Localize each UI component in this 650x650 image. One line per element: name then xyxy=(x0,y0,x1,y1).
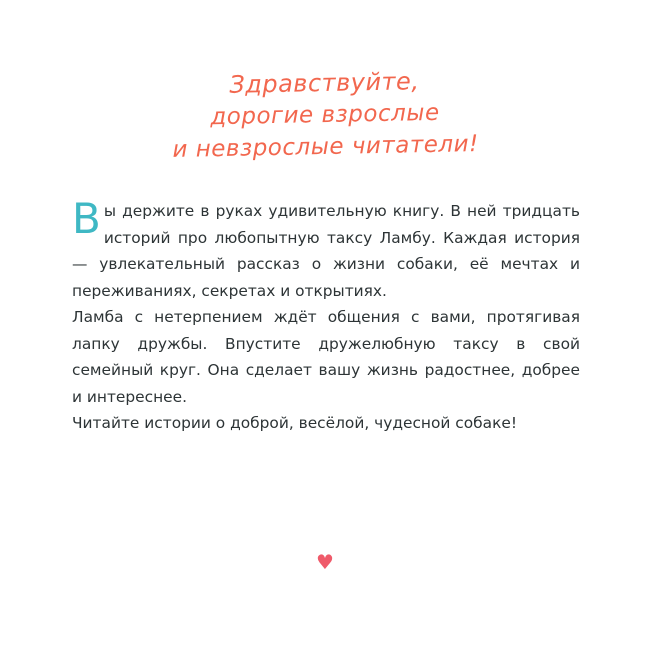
paragraph-1 xyxy=(72,194,580,304)
heading-line-1: Здравствуйте, xyxy=(229,67,420,99)
body-text xyxy=(72,194,580,437)
heading-line-2: дорогие взрослые xyxy=(210,99,440,131)
drop-cap: В xyxy=(72,194,101,243)
heart-ornament: ♥ xyxy=(316,550,334,574)
paragraph-3: Читайте истории о доброй, весёлой, чудесной собаке! xyxy=(72,414,518,432)
paragraph-1-text: ы держите в руках удивительную книгу. В ней тридцать историй про любопытную таксу Ламбу. Каждая история — увлекательный рассказ о жизни собаки, её мечтах и переживаниях, секретах и открытиях. xyxy=(72,202,580,300)
paragraph-2: Ламба с нетерпением ждёт общения с вами, протягивая лапку дружбы. Впустите дружелюбную таксу в свой семейный круг. Она сделает вашу жизнь радостнее, добрее и интереснее. xyxy=(72,308,580,406)
page-heading xyxy=(0,62,650,168)
heading-line-3: и невзрослые читатели! xyxy=(172,131,479,163)
